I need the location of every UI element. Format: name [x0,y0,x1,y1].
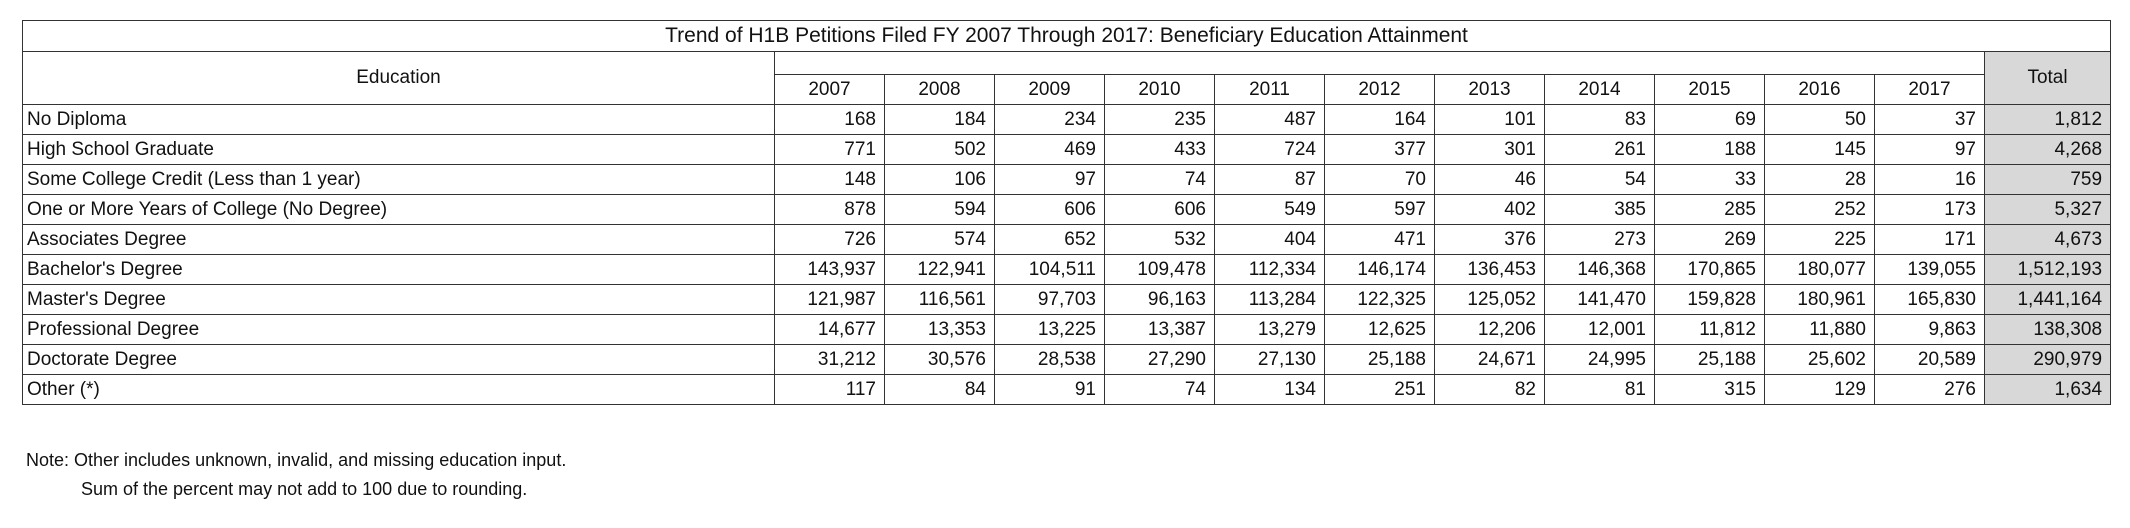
note-line-2: Sum of the percent may not add to 100 due to rounding. [81,479,528,499]
notes [26,446,566,504]
total-column-header: Total [1985,52,2111,105]
value-cell-2016: 129 [1765,375,1875,405]
value-cell-2016: 28 [1765,165,1875,195]
value-cell-2014: 261 [1545,135,1655,165]
value-cell-2017: 37 [1875,105,1985,135]
value-cell-2014: 81 [1545,375,1655,405]
value-cell-2012: 70 [1325,165,1435,195]
value-cell-2017: 139,055 [1875,255,1985,285]
value-cell-2016: 50 [1765,105,1875,135]
note-line-1: Note: Other includes unknown, invalid, and missing education input. [26,450,567,470]
value-cell-2009: 91 [995,375,1105,405]
value-cell-2016: 11,880 [1765,315,1875,345]
value-cell-2008: 30,576 [885,345,995,375]
value-cell-2010: 433 [1105,135,1215,165]
value-cell-2012: 377 [1325,135,1435,165]
value-cell-2008: 184 [885,105,995,135]
value-cell-2007: 121,987 [775,285,885,315]
education-column-header: Education [23,52,775,105]
value-cell-2011: 27,130 [1215,345,1325,375]
value-cell-2007: 168 [775,105,885,135]
value-cell-2011: 134 [1215,375,1325,405]
value-cell-2010: 606 [1105,195,1215,225]
year-header-2016: 2016 [1765,75,1875,105]
total-cell: 1,634 [1985,375,2111,405]
value-cell-2008: 116,561 [885,285,995,315]
education-label: No Diploma [23,105,775,135]
value-cell-2015: 11,812 [1655,315,1765,345]
value-cell-2014: 141,470 [1545,285,1655,315]
value-cell-2007: 878 [775,195,885,225]
value-cell-2016: 252 [1765,195,1875,225]
value-cell-2013: 376 [1435,225,1545,255]
value-cell-2015: 159,828 [1655,285,1765,315]
value-cell-2008: 594 [885,195,995,225]
total-cell: 759 [1985,165,2111,195]
value-cell-2015: 69 [1655,105,1765,135]
value-cell-2015: 170,865 [1655,255,1765,285]
value-cell-2009: 104,511 [995,255,1105,285]
year-header-2012: 2012 [1325,75,1435,105]
value-cell-2011: 724 [1215,135,1325,165]
value-cell-2010: 532 [1105,225,1215,255]
value-cell-2007: 143,937 [775,255,885,285]
year-header-2008: 2008 [885,75,995,105]
value-cell-2008: 122,941 [885,255,995,285]
value-cell-2016: 25,602 [1765,345,1875,375]
table-row [23,375,2111,405]
value-cell-2014: 385 [1545,195,1655,225]
value-cell-2009: 13,225 [995,315,1105,345]
education-label: Bachelor's Degree [23,255,775,285]
table-title: Trend of H1B Petitions Filed FY 2007 Through 2017: Beneficiary Education Attainment [23,21,2111,52]
value-cell-2012: 164 [1325,105,1435,135]
value-cell-2008: 106 [885,165,995,195]
value-cell-2010: 96,163 [1105,285,1215,315]
total-cell: 1,812 [1985,105,2111,135]
value-cell-2011: 87 [1215,165,1325,195]
value-cell-2017: 97 [1875,135,1985,165]
value-cell-2013: 125,052 [1435,285,1545,315]
value-cell-2009: 469 [995,135,1105,165]
year-header-2015: 2015 [1655,75,1765,105]
value-cell-2009: 28,538 [995,345,1105,375]
year-header-2017: 2017 [1875,75,1985,105]
value-cell-2017: 173 [1875,195,1985,225]
value-cell-2012: 12,625 [1325,315,1435,345]
value-cell-2009: 234 [995,105,1105,135]
year-header-2013: 2013 [1435,75,1545,105]
value-cell-2017: 20,589 [1875,345,1985,375]
value-cell-2017: 165,830 [1875,285,1985,315]
value-cell-2011: 404 [1215,225,1325,255]
value-cell-2015: 269 [1655,225,1765,255]
value-cell-2007: 148 [775,165,885,195]
education-label: High School Graduate [23,135,775,165]
value-cell-2010: 235 [1105,105,1215,135]
education-label: Doctorate Degree [23,345,775,375]
value-cell-2007: 117 [775,375,885,405]
value-cell-2009: 97 [995,165,1105,195]
value-cell-2013: 82 [1435,375,1545,405]
table-row [23,285,2111,315]
total-cell: 5,327 [1985,195,2111,225]
education-label: One or More Years of College (No Degree) [23,195,775,225]
value-cell-2014: 273 [1545,225,1655,255]
value-cell-2010: 27,290 [1105,345,1215,375]
table-row [23,315,2111,345]
value-cell-2017: 9,863 [1875,315,1985,345]
value-cell-2017: 16 [1875,165,1985,195]
education-label: Associates Degree [23,225,775,255]
value-cell-2012: 251 [1325,375,1435,405]
value-cell-2013: 24,671 [1435,345,1545,375]
table-row [23,225,2111,255]
total-cell: 4,268 [1985,135,2111,165]
value-cell-2011: 487 [1215,105,1325,135]
value-cell-2012: 471 [1325,225,1435,255]
value-cell-2011: 113,284 [1215,285,1325,315]
value-cell-2009: 97,703 [995,285,1105,315]
value-cell-2015: 188 [1655,135,1765,165]
value-cell-2007: 31,212 [775,345,885,375]
value-cell-2007: 771 [775,135,885,165]
value-cell-2008: 502 [885,135,995,165]
year-header-2007: 2007 [775,75,885,105]
year-header-2010: 2010 [1105,75,1215,105]
value-cell-2014: 83 [1545,105,1655,135]
value-cell-2011: 549 [1215,195,1325,225]
value-cell-2016: 225 [1765,225,1875,255]
value-cell-2009: 652 [995,225,1105,255]
value-cell-2008: 84 [885,375,995,405]
value-cell-2011: 13,279 [1215,315,1325,345]
total-cell: 1,441,164 [1985,285,2111,315]
value-cell-2015: 33 [1655,165,1765,195]
value-cell-2013: 136,453 [1435,255,1545,285]
year-header-2014: 2014 [1545,75,1655,105]
value-cell-2010: 74 [1105,375,1215,405]
value-cell-2011: 112,334 [1215,255,1325,285]
table-row [23,345,2111,375]
value-cell-2008: 574 [885,225,995,255]
total-cell: 1,512,193 [1985,255,2111,285]
education-label: Some College Credit (Less than 1 year) [23,165,775,195]
education-label: Master's Degree [23,285,775,315]
table-row [23,135,2111,165]
education-table-container [22,20,2110,405]
total-cell: 290,979 [1985,345,2111,375]
value-cell-2017: 171 [1875,225,1985,255]
value-cell-2010: 109,478 [1105,255,1215,285]
value-cell-2013: 402 [1435,195,1545,225]
education-table [22,20,2111,405]
value-cell-2008: 13,353 [885,315,995,345]
value-cell-2010: 74 [1105,165,1215,195]
table-row [23,105,2111,135]
value-cell-2016: 180,961 [1765,285,1875,315]
value-cell-2014: 12,001 [1545,315,1655,345]
value-cell-2013: 301 [1435,135,1545,165]
value-cell-2013: 101 [1435,105,1545,135]
value-cell-2009: 606 [995,195,1105,225]
value-cell-2013: 12,206 [1435,315,1545,345]
year-header-2009: 2009 [995,75,1105,105]
value-cell-2012: 146,174 [1325,255,1435,285]
total-cell: 4,673 [1985,225,2111,255]
table-row [23,195,2111,225]
value-cell-2017: 276 [1875,375,1985,405]
value-cell-2015: 25,188 [1655,345,1765,375]
value-cell-2016: 180,077 [1765,255,1875,285]
value-cell-2012: 122,325 [1325,285,1435,315]
value-cell-2016: 145 [1765,135,1875,165]
education-label: Other (*) [23,375,775,405]
value-cell-2013: 46 [1435,165,1545,195]
value-cell-2015: 315 [1655,375,1765,405]
value-cell-2014: 146,368 [1545,255,1655,285]
year-header-2011: 2011 [1215,75,1325,105]
value-cell-2012: 597 [1325,195,1435,225]
table-row [23,255,2111,285]
total-cell: 138,308 [1985,315,2111,345]
value-cell-2007: 726 [775,225,885,255]
value-cell-2014: 24,995 [1545,345,1655,375]
table-row [23,165,2111,195]
table-body [23,105,2111,405]
value-cell-2010: 13,387 [1105,315,1215,345]
year-group-header [775,52,1985,75]
value-cell-2014: 54 [1545,165,1655,195]
value-cell-2012: 25,188 [1325,345,1435,375]
education-label: Professional Degree [23,315,775,345]
value-cell-2015: 285 [1655,195,1765,225]
value-cell-2007: 14,677 [775,315,885,345]
